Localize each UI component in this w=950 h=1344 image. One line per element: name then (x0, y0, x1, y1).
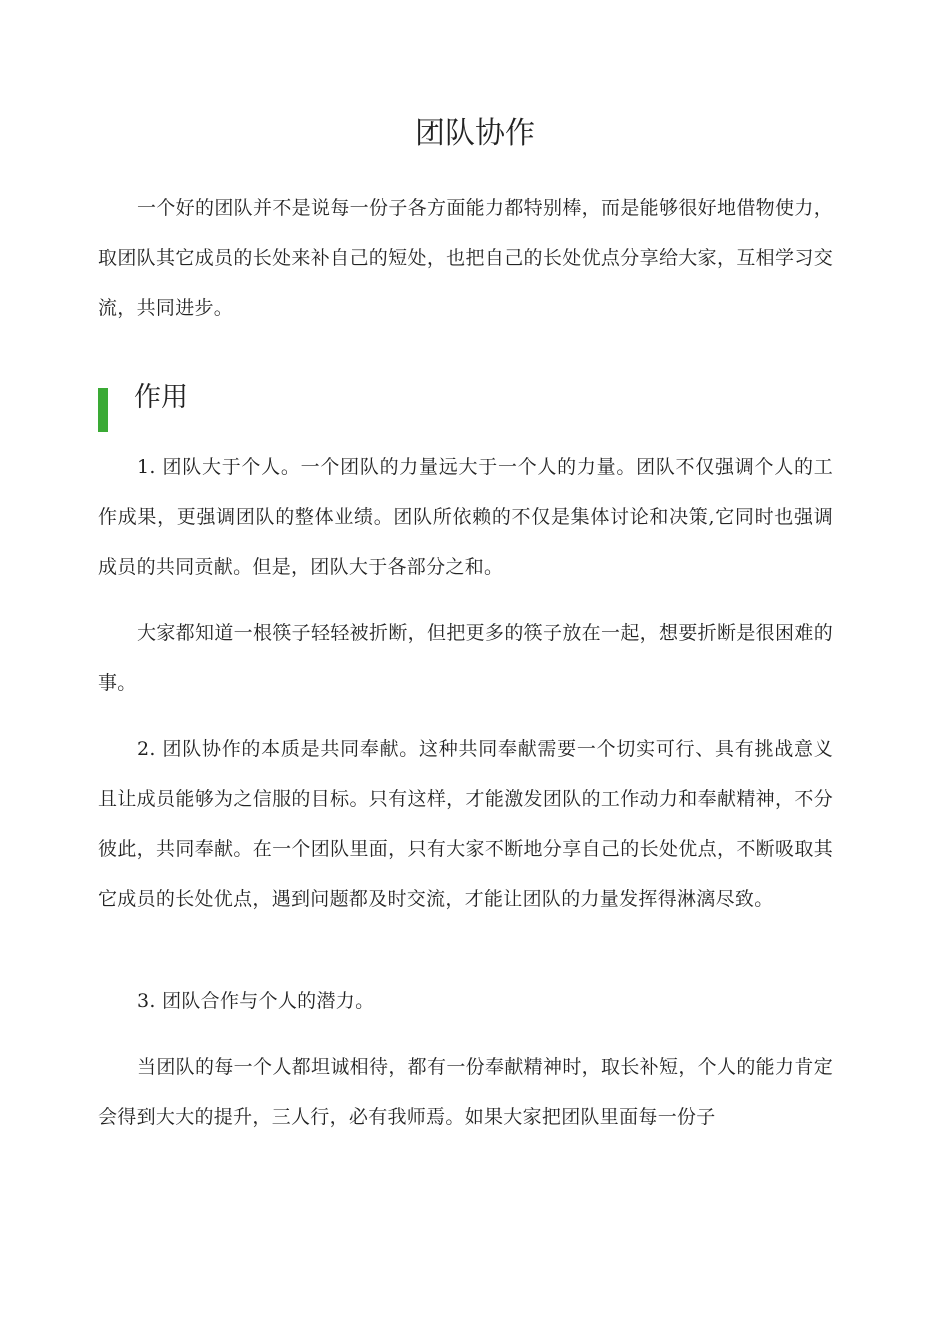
point-3-heading: 3. 团队合作与个人的潜力。 (137, 990, 375, 1012)
intro-paragraph: 一个好的团队并不是说每一份子各方面能力都特别棒，而是能够很好地借物使力，取团队其它成员的长处来补自己的短处，也把自己的长处优点分享给大家，互相学习交流，共同进步。 (98, 197, 833, 319)
section-title: 作用 (134, 382, 188, 413)
section-heading (98, 380, 498, 434)
point-3-paragraph: 当团队的每一个人都坦诚相待，都有一份奉献精神时，取长补短，个人的能力肯定会得到大大的提升，三人行，必有我师焉。如果大家把团队里面每一份子 (98, 1056, 833, 1128)
point-2-paragraph: 2. 团队协作的本质是共同奉献。这种共同奉献需要一个切实可行、具有挑战意义且让成员能够为之信服的目标。只有这样，才能激发团队的工作动力和奉献精神，不分彼此，共同奉献。在一个团队里面，只有大家不断地分享自己的长处优点，不断吸取其它成员的长处优点，遇到问题都及时交流，才能让团队的力量发挥得淋漓尽致。 (98, 738, 833, 910)
section-accent-bar (98, 388, 108, 432)
point-1-paragraph: 1. 团队大于个人。一个团队的力量远大于一个人的力量。团队不仅强调个人的工作成果，更强调团队的整体业绩。团队所依赖的不仅是集体讨论和决策,它同时也强调成员的共同贡献。但是，团队大于各部分之和。 (98, 456, 833, 578)
chopsticks-paragraph: 大家都知道一根筷子轻轻被折断，但把更多的筷子放在一起，想要折断是很困难的事。 (98, 622, 833, 694)
document-title: 团队协作 (415, 116, 535, 151)
